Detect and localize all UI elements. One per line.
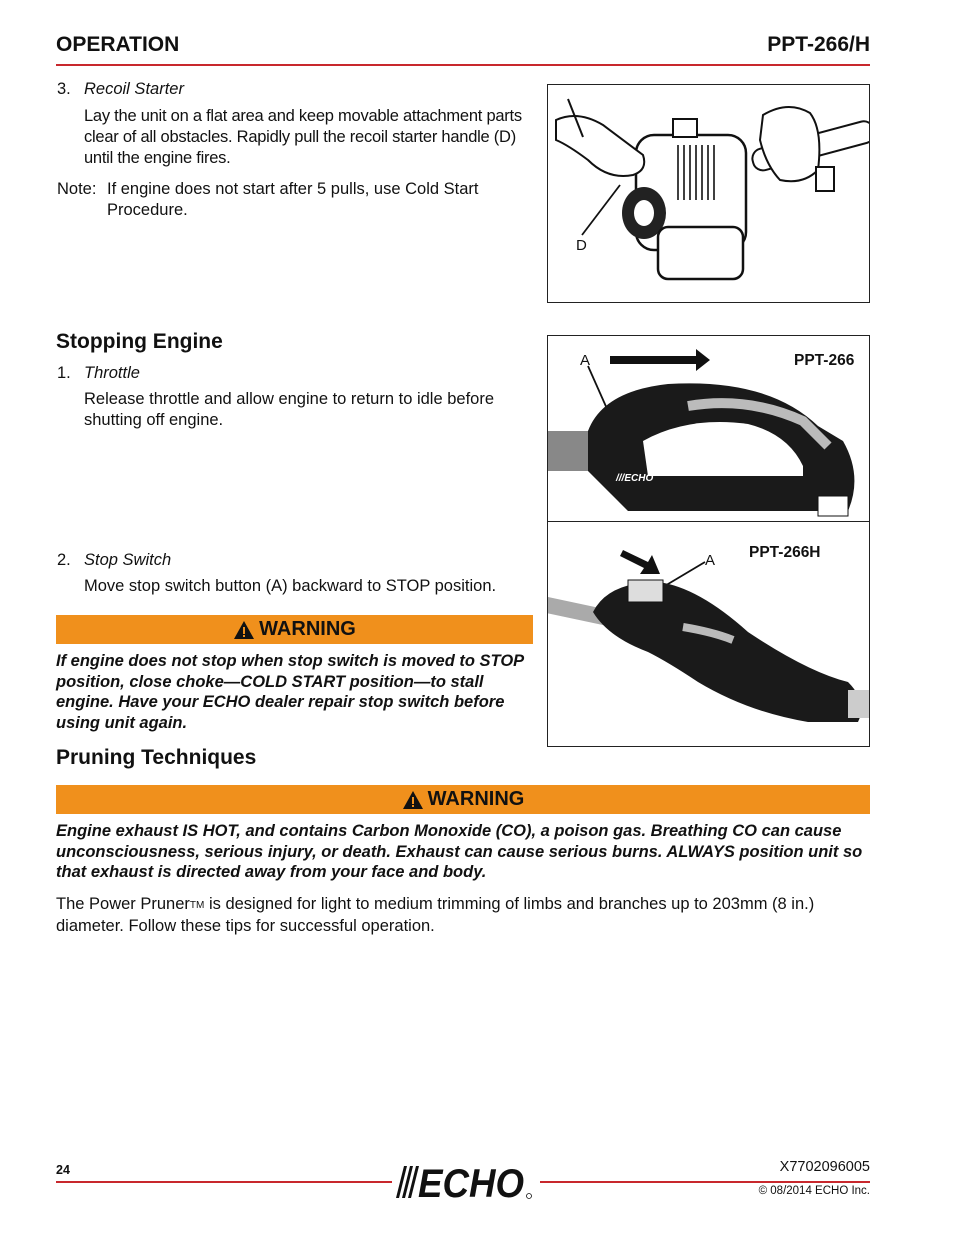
label-a: A — [580, 352, 591, 369]
footer-rule-left — [56, 1181, 392, 1183]
recoil-starter-figure — [547, 84, 870, 303]
ppt-266h-figure — [547, 521, 870, 747]
footer-rule-right — [540, 1181, 870, 1183]
copyright: © 08/2014 ECHO Inc. — [758, 1185, 870, 1197]
item-title: Recoil Starter — [84, 80, 184, 98]
warning-text: If engine does not stop when stop switch is moved to STOP position, close choke—COLD START position—to stall engine. Have your ECHO dealer repair stop switch before using unit again. — [56, 652, 524, 732]
echo-logo-icon — [396, 1164, 536, 1200]
logo-wordmark: ECHO — [418, 1164, 524, 1200]
trademark-mark: TM — [189, 900, 205, 911]
header-rule — [56, 64, 870, 66]
warning-label: WARNING — [259, 618, 356, 640]
label-a: A — [705, 552, 716, 569]
engine-illustration — [548, 85, 869, 302]
recoil-body: Lay the unit on a flat area and keep movable attachment parts clear of all obstacles. Rapidly pull the recoil starter handle (D) until the engine fires. — [84, 107, 522, 167]
warning-triangle-icon — [402, 790, 424, 810]
model-title: PPT-266/H — [767, 33, 870, 56]
pruning-heading: Pruning Techniques — [56, 746, 257, 769]
pruning-body — [56, 894, 872, 937]
note-text-line2: Procedure. — [107, 201, 188, 219]
ppt-266-figure — [547, 335, 870, 524]
item-number: 1. — [57, 364, 71, 382]
item-title: Throttle — [84, 364, 140, 382]
item-number: 3. — [57, 80, 71, 98]
item-title: Stop Switch — [84, 551, 172, 569]
echo-logo — [396, 1164, 536, 1200]
pruning-body-start: The Power Pruner — [56, 895, 190, 913]
stop-switch-body: Move stop switch button (A) backward to STOP position. — [84, 577, 497, 595]
warning-banner — [56, 785, 870, 814]
warning-banner — [56, 615, 533, 644]
pruning-body-rest: is designed for light to medium trimming of limbs and branches up to 203mm (8 in.) diameter. Follow these tips for successful operation. — [56, 895, 815, 935]
note-label: Note: — [57, 180, 97, 198]
page-number: 24 — [56, 1163, 70, 1177]
section-title: OPERATION — [56, 33, 180, 56]
warning-text: Engine exhaust IS HOT, and contains Carbon Monoxide (CO), a poison gas. Breathing CO can cause unconsciousness, serious injury, or death. Exhaust can cause serious burns. ALWAYS position unit so that exhaust is directed away from your face and body. — [56, 822, 863, 881]
part-number: X7702096005 — [779, 1159, 870, 1175]
throttle-body: Release throttle and allow engine to return to idle before shutting off engine. — [84, 390, 495, 429]
figure-title: PPT-266H — [749, 544, 821, 561]
warning-triangle-icon — [233, 620, 255, 640]
svg-text:///ECHO: ///ECHO — [616, 473, 654, 484]
item-number: 2. — [57, 551, 71, 569]
note-text-line1: If engine does not start after 5 pulls, use Cold Start — [107, 180, 479, 198]
warning-label: WARNING — [427, 788, 525, 810]
label-d: D — [576, 237, 587, 254]
figure-title: PPT-266 — [794, 352, 855, 369]
stopping-heading: Stopping Engine — [56, 330, 223, 353]
